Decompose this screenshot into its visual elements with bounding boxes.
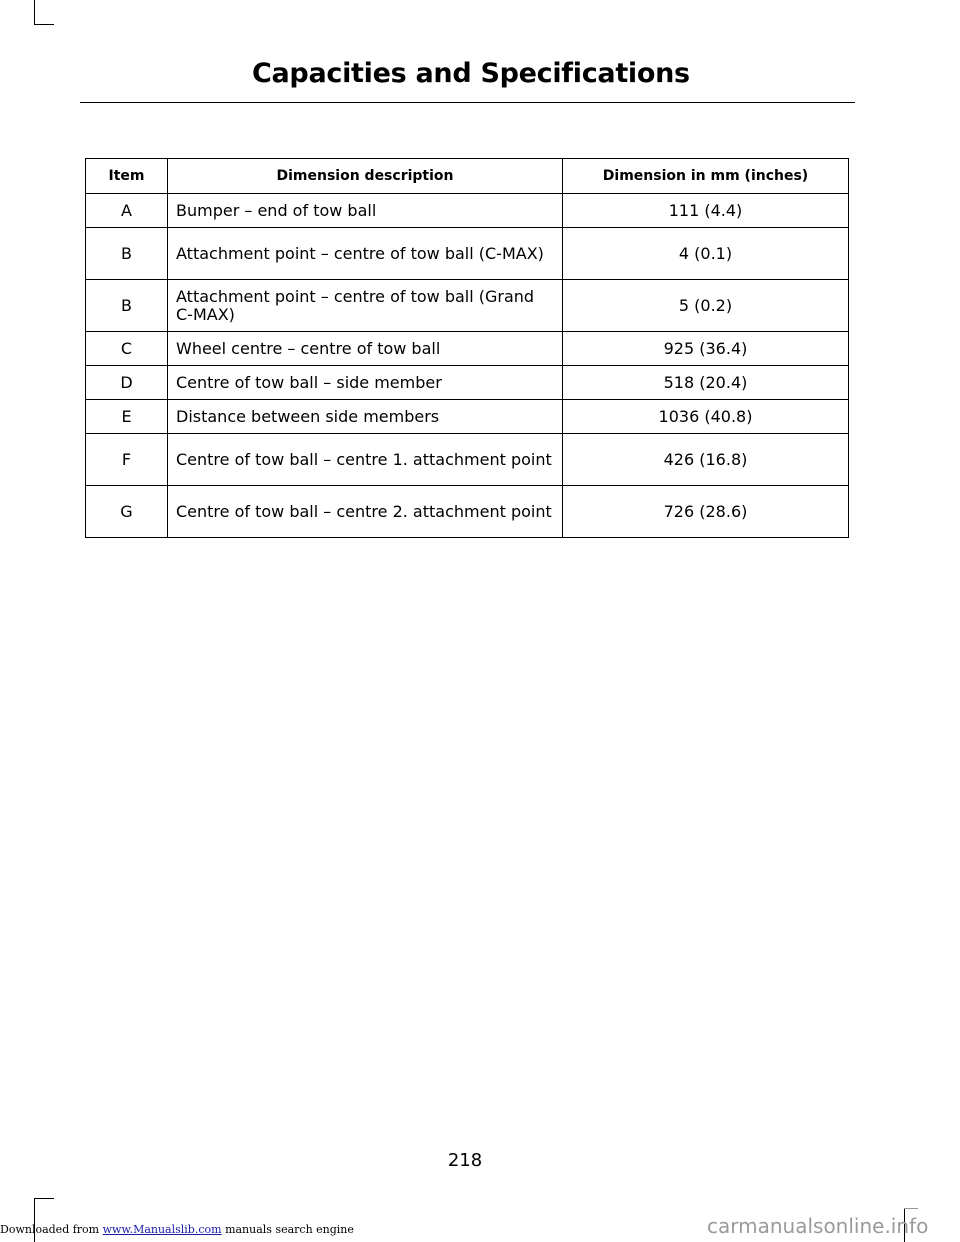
cell-item: A	[86, 194, 168, 228]
cell-item: C	[86, 332, 168, 366]
cell-description: Centre of tow ball – centre 2. attachment point	[168, 486, 563, 538]
title-divider	[80, 102, 855, 103]
footer-suffix: manuals search engine	[225, 1223, 354, 1236]
dimensions-table	[85, 158, 849, 538]
table-row	[86, 366, 849, 400]
table-row	[86, 434, 849, 486]
column-header-dimension: Dimension in mm (inches)	[563, 159, 849, 194]
cell-description: Distance between side members	[168, 400, 563, 434]
cell-item: B	[86, 228, 168, 280]
watermark-text: carmanualsonline.info	[707, 1214, 929, 1238]
cell-description: Attachment point – centre of tow ball (Grand C-MAX)	[168, 280, 563, 332]
cell-dimension: 5 (0.2)	[563, 280, 849, 332]
cell-dimension: 925 (36.4)	[563, 332, 849, 366]
cell-item: B	[86, 280, 168, 332]
crop-mark	[34, 24, 54, 25]
table-row	[86, 280, 849, 332]
column-header-item: Item	[86, 159, 168, 194]
cell-item: E	[86, 400, 168, 434]
manualslib-link[interactable]: www.Manualslib.com	[102, 1223, 222, 1236]
page-number: 218	[447, 1150, 483, 1171]
column-header-description: Dimension description	[168, 159, 563, 194]
table-row	[86, 400, 849, 434]
crop-mark	[34, 0, 35, 24]
cell-item: D	[86, 366, 168, 400]
cell-dimension: 426 (16.8)	[563, 434, 849, 486]
cell-item: G	[86, 486, 168, 538]
crop-mark	[34, 1198, 54, 1199]
download-footer	[0, 1223, 354, 1236]
cell-dimension: 4 (0.1)	[563, 228, 849, 280]
cell-dimension: 1036 (40.8)	[563, 400, 849, 434]
cell-description: Centre of tow ball – centre 1. attachment point	[168, 434, 563, 486]
table-row	[86, 332, 849, 366]
cell-description: Attachment point – centre of tow ball (C-MAX)	[168, 228, 563, 280]
page-title: Capacities and Specifications	[252, 58, 690, 89]
cell-item: F	[86, 434, 168, 486]
cell-dimension: 518 (20.4)	[563, 366, 849, 400]
cell-description: Wheel centre – centre of tow ball	[168, 332, 563, 366]
footer-prefix: Downloaded from	[0, 1223, 100, 1236]
table-row	[86, 228, 849, 280]
cell-description: Centre of tow ball – side member	[168, 366, 563, 400]
crop-mark	[904, 1208, 918, 1209]
table-header-row	[86, 159, 849, 194]
cell-description: Bumper – end of tow ball	[168, 194, 563, 228]
table-row	[86, 486, 849, 538]
table-row	[86, 194, 849, 228]
cell-dimension: 726 (28.6)	[563, 486, 849, 538]
cell-dimension: 111 (4.4)	[563, 194, 849, 228]
